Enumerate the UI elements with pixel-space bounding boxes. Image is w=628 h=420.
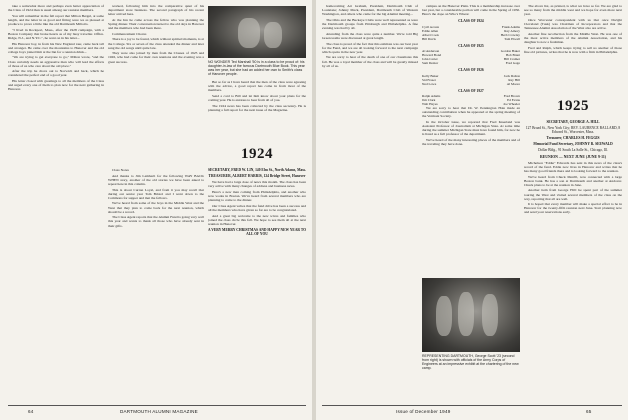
class-list-title: CLASS OF 1925 — [458, 43, 484, 48]
paragraph: Another item from George Hill: he spent part of the summer touring the West and visited several members of the class on the way, reporting that all are well. — [524, 188, 622, 201]
class-list-title: CLASS OF 1927 — [458, 88, 484, 93]
paragraph: Send a card to Bill and let him know about your plans for the coming year. He is anxious to hear from all of you. — [208, 93, 306, 102]
paragraph: And thanks to Jim Lamberti for the following WAY BACK WHEN story, another of the old stories we have been asked to repeat here in this column. — [108, 173, 204, 186]
paragraph: Michelson "Eddie" Edwards has sent in this news of the class's record of the fund. Eddie now lives in Hanover and writes that he has many good friends there and is looking forward to the reunion. — [524, 160, 622, 173]
class-member-name: Jack Dalton — [503, 73, 520, 78]
paragraph: After the trip he drove out to Norwich and back, which he considered the perfect end of a good year. — [8, 69, 104, 78]
paragraph: Our Class Agent writes that the fund drive has been a success and all the members who have given so far are to be congratulated. — [208, 203, 306, 212]
class-member-name: Frank Adams — [501, 24, 520, 29]
class-1925-fund: Memorial Fund Secretary, JOHNNY R. SEEWALD — [533, 142, 613, 147]
paragraph: This is about Curran Loyal, and from it you may recall that during our senior year Tom Bristol and I went down to the Commons for supper and met the fellows. — [108, 187, 204, 200]
class-member-name: Ray Hill — [508, 77, 520, 82]
paragraph: But so far as I have heard that the men of the class were agreeing with the advice, a good report has come in from most of the members. — [208, 80, 306, 93]
class-list-title: CLASS OF 1924 — [458, 19, 484, 24]
class-1924-heading: 1924 — [241, 146, 273, 162]
right-page-number: 65 — [586, 409, 592, 414]
paragraph: campus on the Hanover Plain. This is a membership increase over last year, but a considerable portion will come in the Spring of 1950. Here's the dope on Who's Where: — [422, 4, 520, 17]
right-photo-caption: REPRESENTING DARTMOUTH, George Scott '23 (second from right) is shown with officials of the Army Corps of Engineers at an impressive exhibit at the chartering of the new camp. — [422, 354, 519, 370]
class-member-name: Fred Brown — [503, 94, 520, 99]
left-column-2-bottom — [108, 168, 204, 396]
left-column-2-top — [108, 4, 204, 164]
paragraph: Class Notes — [112, 168, 129, 172]
paragraph: We have had a large dose of news this month. The class has been very active with many changes of address and business news. — [208, 180, 306, 189]
paragraph: "I lived in Rockport, Mass., after the 1928 campaign, with a Boston Company that broke hearts as of my busy traveller. Office. Ridge, N.J., and N.Y.C.", he went on in his letter... — [8, 27, 104, 40]
left-running-footer: DARTMOUTH ALUMNI MAGAZINE — [120, 409, 198, 414]
paragraph: "We are trying to get everyone to go," Milton wrote, "and the Class certainly needs an aggressive man who will lead the efforts of those of us who care about the old place." — [8, 55, 104, 68]
class-member-name: Walt Hayes — [422, 102, 438, 107]
class-member-name: Al Moore — [506, 81, 520, 86]
paragraph: His Hanover boy, in from his New England tour, came back tall and stronger. He came over the mountains to Hanover and the old college boys joined him at the Inn for a reunion drink... — [8, 41, 104, 54]
class-member-name: Eddie Allen — [422, 28, 439, 33]
paragraph: Fred and Ralph, which keeps trying to sell us another of those fine old pictures, writes that he is now with a firm in Philadelphia. — [524, 45, 622, 54]
paragraph: You will remember in the fall report that Milton Bergel, at some length, and the letter in as good and fitting were we as pleased at produce to prove a little like the old Dartmouth Milton's. — [8, 13, 104, 26]
class-member-name: Tom Elwell — [504, 36, 520, 41]
class-member-name: Ned Lowe — [422, 81, 437, 86]
paragraph: The above list, as printed, is what we have so far. We are glad to see so many from the middle west and we hope for even more next year. — [524, 4, 622, 17]
paragraph: Here's a new man coming from Philadelphia, and another who now works in Boston. We've heard from several members who are planning to come to the dinner. — [208, 189, 306, 203]
paragraph: His letter closed with greetings to all the members of the Class and urged every one of them to plan now for the next gathering in Hanover. — [8, 79, 104, 92]
class-1924-treasurer: TREASURER, ALBERT HARRIS, 124 Bridge Street, Hanover — [208, 174, 306, 179]
class-list-row — [422, 37, 520, 41]
paragraph: The 1924 news has been collected by the class secretary. He is planning a full report for the next issue of the Magazine. — [208, 103, 306, 112]
class-1925-reunion: REUNION — NEXT JUNE (JUNE 9-11) — [539, 154, 607, 159]
left-column-3 — [208, 80, 306, 142]
class-member-name: Kelly Baker — [422, 73, 439, 78]
left-photo-caption: NO WONDER Ted Marshall '50 is in a class to be proud of: his daughter-in-law of the famous Dartmouth Blue Book. This year was her year, but she had an added her own to Smith's class of Hanover people. — [208, 60, 305, 76]
paragraph: Once Worcester correspondent with us that once Dwight Cleveland (Tusk) was Chairman of Incorporators and that the Tennessee Alumni Association of the West also are active. — [524, 17, 622, 31]
class-member-name: Fred Gage — [505, 61, 520, 66]
class-member-name: Al Anderson — [422, 49, 440, 54]
paragraph: homecoming Art Graham, President, Dartmouth Club of Louisiana; Johnny Mack, President, Dartmouth Club of Western Washington, and others who came for the big Alumni meeting... — [322, 4, 418, 17]
class-member-name: Joe Wheeler — [503, 102, 520, 107]
paragraph: We've heard from Chuck Merrill, now connected with a large Boston bank. He has a son at Dartmouth and another at Andover. Chuck plans to be at the reunion in June. — [524, 174, 622, 187]
class-member-name: Gordon Baker — [500, 49, 520, 54]
paragraph: And a great big welcome to the new wives and families who joined the class circle this fall. We hope to see them all at the next reunion in Hanover. — [208, 213, 306, 226]
class-member-name: Cyril Acosta — [422, 24, 440, 29]
class-member-name: Herb Crowley — [500, 32, 520, 37]
class-1924-secretary: SECRETARY, FRED W. LIN, 140 Elm St., North Adams, Mass. — [208, 168, 306, 172]
class-member-name: John Carter — [422, 57, 438, 62]
class-member-name: Bill Cramer — [503, 57, 520, 62]
right-column-2 — [422, 4, 520, 274]
left-photo — [208, 6, 306, 58]
paragraph: Commencement Chorus — [112, 31, 147, 36]
class-member-name: Albert Cook — [422, 32, 439, 37]
paragraph: In the October issue, we reported that Fred Kneeland was Assistant Professor of Journalism at Michigan State. At some time during the summer Michigan State must have found him, for now he is listed as a full professor of the department. — [422, 120, 520, 137]
class-member-name: Ed Evans — [507, 98, 520, 103]
class-member-name: Howard Bond — [422, 53, 442, 58]
class-1925-notes — [524, 118, 622, 398]
paragraph: The Class Agent reports that the Alumni Fund is going very well this year and wants to thank all those who have already sent in their gifts. — [108, 215, 204, 228]
paragraph: Another fine recollection from the Middle West. He was one of the most active members of the Alumni Association, and his daughter is now a freshman. — [524, 31, 622, 44]
class-member-name: Sam Dexter — [422, 61, 439, 66]
left-column-1 — [8, 4, 104, 400]
paragraph: It is hoped that every member will make a special effort to be in Hanover for the twenty-fifth reunion next June. Start planning now and send your reservations early. — [524, 202, 622, 215]
left-footer-rule — [8, 405, 306, 406]
class-member-name: Sid Fraser — [422, 77, 436, 82]
paragraph: The Ohio and the Buckeye Clubs were well represented as were the Dartmouth groups from Pittsburgh and Philadelphia. A fine evening was had by all. — [322, 17, 418, 31]
class-member-name: Jim Clark — [422, 98, 436, 103]
class-1925-address: 127 Broad St., New York City; REV. LAURENCE BALLARD, 8 Edward St., Worcester, Mass. — [525, 126, 621, 135]
paragraph: Attending from the class were quite a number. We're told Big Green teams were discussed at great length. — [322, 31, 418, 40]
paragraph: They were also joined by men from the Classes of 1925 and 1926, who had come for their own reunions and the evening was a great success. — [108, 51, 204, 64]
paragraph: There is a joy to be found, which without spirited moments, is at the College. Six or seven of the class attended the dinner and later sang the old songs until quite late. — [108, 37, 204, 50]
right-column-1 — [322, 4, 418, 400]
right-photo — [422, 278, 520, 352]
class-list-title: CLASS OF 1926 — [458, 68, 484, 73]
class-list-row — [422, 61, 520, 65]
class-member-name: Bill Davis — [422, 36, 436, 41]
right-footer-rule — [322, 405, 622, 406]
class-1925-address-2: Dollar Bldg., 91 South La Salle St., Chicago, Ill. — [538, 148, 608, 153]
paragraph: The class is proud of the fact that this estimate was our best year for the Fund, and we are all looking forward to the next campaign which opens in the new year. — [322, 41, 418, 54]
paragraph: worked, following him into the comparative quiet of his department store business. The second paragraph of his recent letter arrived here. — [108, 4, 204, 17]
class-1925-secretary: SECRETARY, GEORGE A. HILL — [546, 120, 600, 124]
left-page — [0, 0, 312, 420]
paragraph: We are sorry to hear that Dr. W. Pennington Hale made an outstanding contribution when he appeared at the spring meeting of the Vermont Society. — [422, 106, 520, 119]
right-page — [316, 0, 628, 420]
class-member-name: Ray Amory — [504, 28, 520, 33]
class-1925-heading: 1925 — [557, 98, 589, 114]
right-column-3 — [524, 4, 622, 96]
paragraph: At the Inn he came across the fellow who was planning the Spring dinner. Their conversation turned to the old days in Hanover and the members who had been there. — [108, 17, 204, 31]
class-list-row — [422, 82, 520, 86]
left-page-number: 64 — [28, 409, 34, 414]
right-running-footer: Issue of December 1949 — [396, 409, 451, 414]
class-member-name: Bob Brant — [505, 53, 520, 58]
paragraph: We've heard of the many interesting places of the members and of the traveling they have done. — [422, 138, 520, 147]
paragraph: take a somewhat more and perhaps even better appreciation of the Class of 1924 than is usual among our reunion members. — [8, 4, 104, 13]
class-member-name: Ralph Adams — [422, 94, 441, 99]
class-1924-happy-line: A VERY MERRY CHRISTMAS AND HAPPY NEW YEAR TO ALL OF YOU — [208, 227, 306, 236]
class-1924-notes — [208, 166, 306, 398]
paragraph: We've heard from some of the boys in the Middle West and the West that they plan to come back for the next reunion, which should be a record. — [108, 201, 204, 214]
class-1925-treasurer: Treasurer, CHARLES H. FEGGIS — [546, 136, 600, 141]
paragraph: We are sorry to hear of the death of one of our classmates this fall. He was a loyal member of the class and will be greatly missed by all of us. — [322, 55, 418, 68]
